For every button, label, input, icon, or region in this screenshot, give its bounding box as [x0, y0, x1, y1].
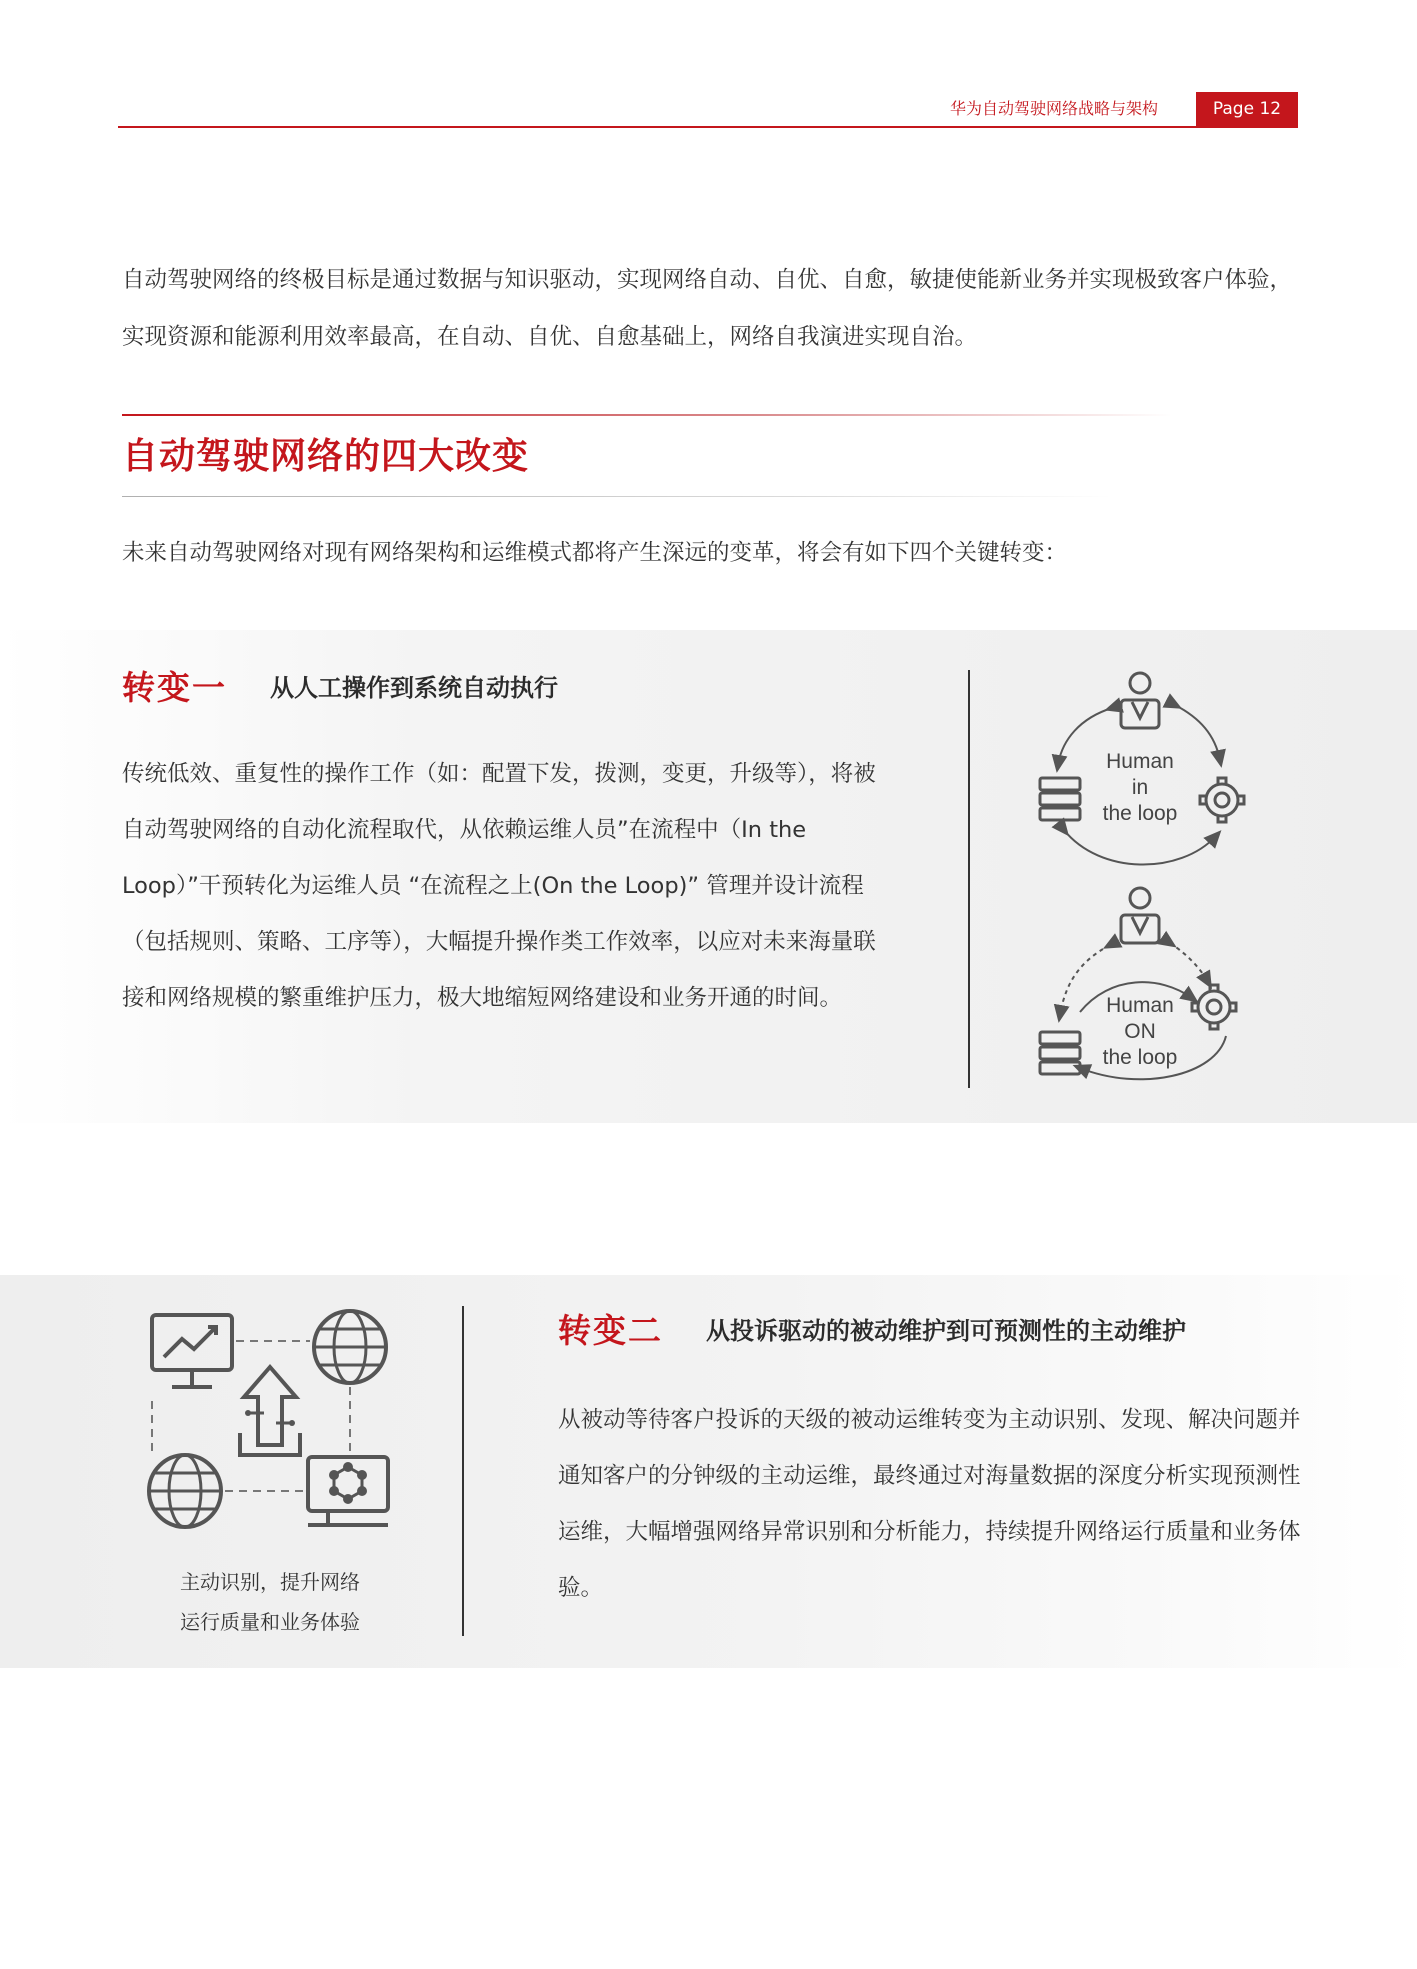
shift1-body: 传统低效、重复性的操作工作（如：配置下发，拨测，变更，升级等），将被自动驾驶网络的自动化流程取代，从依赖运维人员”在流程中（In the Loop）”干预转化为运维人员 “在流程之上(On the Loop)” 管理并设计流程（包括规则、策略、工序等），大幅提升操作类工作效率，以应对未来海量联接和网络规模的繁重维护压力，极大地缩短网络建设和业务开通的时间。 — [122, 761, 876, 1011]
page-number-badge: Page 12 — [1196, 92, 1298, 126]
person-icon — [1121, 673, 1159, 728]
human-loop-diagram — [1020, 660, 1280, 1100]
section-rule-top — [122, 414, 1172, 416]
shift2-caption — [120, 1562, 420, 1642]
header-divider — [118, 126, 1298, 128]
upload-arrow-icon — [240, 1367, 300, 1455]
section-rule-bottom — [122, 496, 1112, 497]
proactive-ops-icon-group — [140, 1305, 400, 1535]
shift2-caption-line1: 主动识别，提升网络 — [180, 1570, 360, 1594]
loop-bottom-line2: ON — [1124, 1020, 1156, 1043]
monitor-chart-icon — [152, 1315, 232, 1387]
shift1-number: 转变一 — [122, 668, 227, 707]
shift2-body: 从被动等待客户投诉的天级的被动运维转变为主动识别、发现、解决问题并通知客户的分钟级的主动运维，最终通过对海量数据的深度分析实现预测性运维，大幅增强网络异常识别和分析能力，持续提升网络运行质量和业务体验。 — [558, 1407, 1301, 1601]
server-icon — [1040, 778, 1080, 820]
shift2-divider — [462, 1306, 464, 1636]
section-title: 自动驾驶网络的四大改变 — [122, 436, 530, 477]
gear-icon — [1200, 778, 1244, 822]
section-lead: 未来自动驾驶网络对现有网络架构和运维模式都将产生深远的变革，将会有如下四个关键转变： — [122, 540, 1068, 566]
shift1-divider — [968, 670, 970, 1088]
shift2-number: 转变二 — [558, 1311, 663, 1350]
intro-paragraph: 自动驾驶网络的终极目标是通过数据与知识驱动，实现网络自动、自优、自愈，敏捷使能新业务并实现极致客户体验，实现资源和能源利用效率最高，在自动、自优、自愈基础上，网络自我演进实现自治。 — [122, 267, 1293, 350]
document-title: 华为自动驾驶网络战略与架构 — [949, 99, 1158, 118]
loop-top-line1: Human — [1106, 750, 1174, 773]
gear-icon — [1192, 985, 1236, 1029]
server-icon — [1040, 1032, 1080, 1074]
shift2-caption-line2: 运行质量和业务体验 — [180, 1610, 360, 1634]
globe-icon — [149, 1455, 221, 1527]
loop-bottom-line3: the loop — [1102, 1046, 1178, 1069]
person-icon — [1121, 888, 1159, 943]
loop-top-line3: the loop — [1102, 802, 1178, 825]
globe-icon — [314, 1311, 386, 1383]
network-monitor-icon — [308, 1457, 388, 1525]
shift1-title: 从人工操作到系统自动执行 — [270, 674, 558, 702]
shift2-title: 从投诉驱动的被动维护到可预测性的主动维护 — [706, 1317, 1186, 1345]
loop-top-line2: in — [1131, 776, 1149, 799]
loop-bottom-line1: Human — [1106, 994, 1174, 1017]
